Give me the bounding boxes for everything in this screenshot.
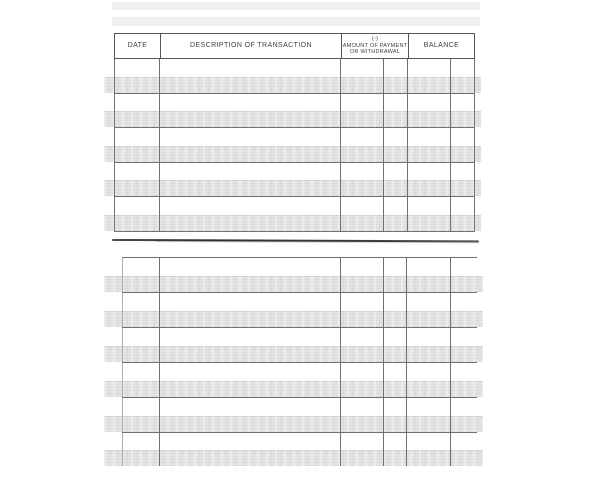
cell-payment-cents bbox=[383, 163, 407, 197]
column-divider bbox=[450, 258, 451, 466]
register-rows-bottom-page bbox=[122, 257, 477, 466]
cell-payment-dollars bbox=[340, 128, 383, 162]
payment-sign-label: (-) bbox=[371, 36, 379, 43]
column-divider bbox=[114, 59, 115, 232]
page-edge-line bbox=[112, 239, 479, 242]
register-row bbox=[122, 398, 477, 433]
cell-balance-dollars bbox=[406, 328, 450, 362]
header-cell-balance bbox=[408, 34, 474, 58]
balance-column-label: BALANCE bbox=[423, 41, 460, 49]
header-cell-date bbox=[115, 34, 160, 58]
register-row bbox=[122, 363, 477, 398]
cell-date bbox=[114, 163, 159, 197]
cell-date bbox=[114, 128, 159, 162]
cell-payment-dollars bbox=[340, 328, 383, 362]
cell-payment-dollars bbox=[340, 398, 383, 432]
cell-balance-dollars bbox=[406, 258, 450, 292]
column-divider bbox=[340, 258, 341, 466]
cell-balance-dollars bbox=[406, 363, 450, 397]
register-row bbox=[114, 197, 475, 232]
cell-payment-cents bbox=[383, 197, 407, 231]
cell-description bbox=[159, 197, 340, 231]
register-rows-top-page bbox=[114, 59, 475, 232]
cell-description bbox=[159, 94, 340, 128]
cell-balance-dollars bbox=[407, 94, 450, 128]
cell-balance-cents bbox=[450, 163, 474, 197]
cell-description bbox=[159, 163, 340, 197]
cell-payment-cents bbox=[383, 328, 406, 362]
cell-payment-cents bbox=[383, 398, 406, 432]
header-cell-description bbox=[160, 34, 341, 58]
register-row bbox=[114, 128, 475, 163]
register-row bbox=[122, 328, 477, 363]
register-row bbox=[114, 59, 475, 94]
cell-date bbox=[122, 258, 159, 292]
cell-balance-cents bbox=[450, 94, 474, 128]
cell-balance-cents bbox=[450, 363, 477, 397]
cell-payment-cents bbox=[383, 128, 407, 162]
cell-balance-cents bbox=[450, 398, 477, 432]
column-divider bbox=[383, 258, 384, 466]
cell-date bbox=[122, 398, 159, 432]
cell-balance-dollars bbox=[407, 163, 450, 197]
register-header-row bbox=[114, 33, 475, 59]
cell-date bbox=[122, 433, 159, 466]
column-divider bbox=[159, 59, 160, 232]
cell-balance-dollars bbox=[407, 128, 450, 162]
column-divider bbox=[474, 59, 475, 232]
description-column-label: DESCRIPTION OF TRANSACTION bbox=[190, 41, 312, 49]
cell-balance-cents bbox=[450, 197, 474, 231]
column-divider bbox=[122, 258, 123, 466]
cell-description bbox=[159, 258, 340, 292]
column-divider bbox=[159, 258, 160, 466]
cell-description bbox=[159, 433, 340, 466]
cell-payment-dollars bbox=[340, 94, 383, 128]
cell-balance-dollars bbox=[406, 433, 450, 466]
cell-balance-dollars bbox=[406, 293, 450, 327]
cell-payment-dollars bbox=[340, 59, 383, 93]
cell-balance-cents bbox=[450, 293, 477, 327]
payment-column-label-line1: AMOUNT OF PAYMENT bbox=[342, 42, 408, 49]
cell-payment-cents bbox=[383, 293, 406, 327]
column-divider bbox=[383, 59, 384, 232]
cell-description bbox=[159, 328, 340, 362]
cell-balance-cents bbox=[450, 258, 477, 292]
cell-description bbox=[159, 128, 340, 162]
cell-payment-dollars bbox=[340, 197, 383, 231]
cell-payment-dollars bbox=[340, 163, 383, 197]
cell-balance-cents bbox=[450, 328, 477, 362]
cell-description bbox=[159, 363, 340, 397]
cell-description bbox=[159, 398, 340, 432]
cell-balance-cents bbox=[450, 433, 477, 466]
column-divider bbox=[450, 59, 451, 232]
cell-payment-cents bbox=[383, 363, 406, 397]
payment-column-label-line2: OR WITHDRAWAL bbox=[349, 49, 401, 56]
register-row bbox=[114, 163, 475, 198]
register-row bbox=[122, 258, 477, 293]
register-row bbox=[114, 94, 475, 129]
cell-date bbox=[122, 328, 159, 362]
cell-payment-dollars bbox=[340, 363, 383, 397]
cell-balance-cents bbox=[450, 128, 474, 162]
cell-payment-dollars bbox=[340, 293, 383, 327]
cell-date bbox=[122, 293, 159, 327]
cell-date bbox=[122, 363, 159, 397]
background-stripe bbox=[112, 17, 480, 26]
background-stripe bbox=[112, 2, 480, 10]
header-cell-payment bbox=[341, 34, 408, 58]
cell-balance-dollars bbox=[407, 197, 450, 231]
cell-payment-dollars bbox=[340, 258, 383, 292]
cell-date bbox=[114, 59, 159, 93]
column-divider bbox=[406, 258, 407, 466]
register-row bbox=[122, 433, 477, 466]
cell-balance-dollars bbox=[407, 59, 450, 93]
cell-description bbox=[159, 293, 340, 327]
date-column-label: DATE bbox=[127, 41, 148, 49]
column-divider bbox=[407, 59, 408, 232]
cell-date bbox=[114, 94, 159, 128]
cell-payment-cents bbox=[383, 433, 406, 466]
column-divider bbox=[340, 59, 341, 232]
cell-payment-cents bbox=[383, 258, 406, 292]
cell-date bbox=[114, 197, 159, 231]
register-row bbox=[122, 293, 477, 328]
cell-payment-dollars bbox=[340, 433, 383, 466]
cell-balance-cents bbox=[450, 59, 474, 93]
cell-balance-dollars bbox=[406, 398, 450, 432]
cell-description bbox=[159, 59, 340, 93]
cell-payment-cents bbox=[383, 94, 407, 128]
cell-payment-cents bbox=[383, 59, 407, 93]
